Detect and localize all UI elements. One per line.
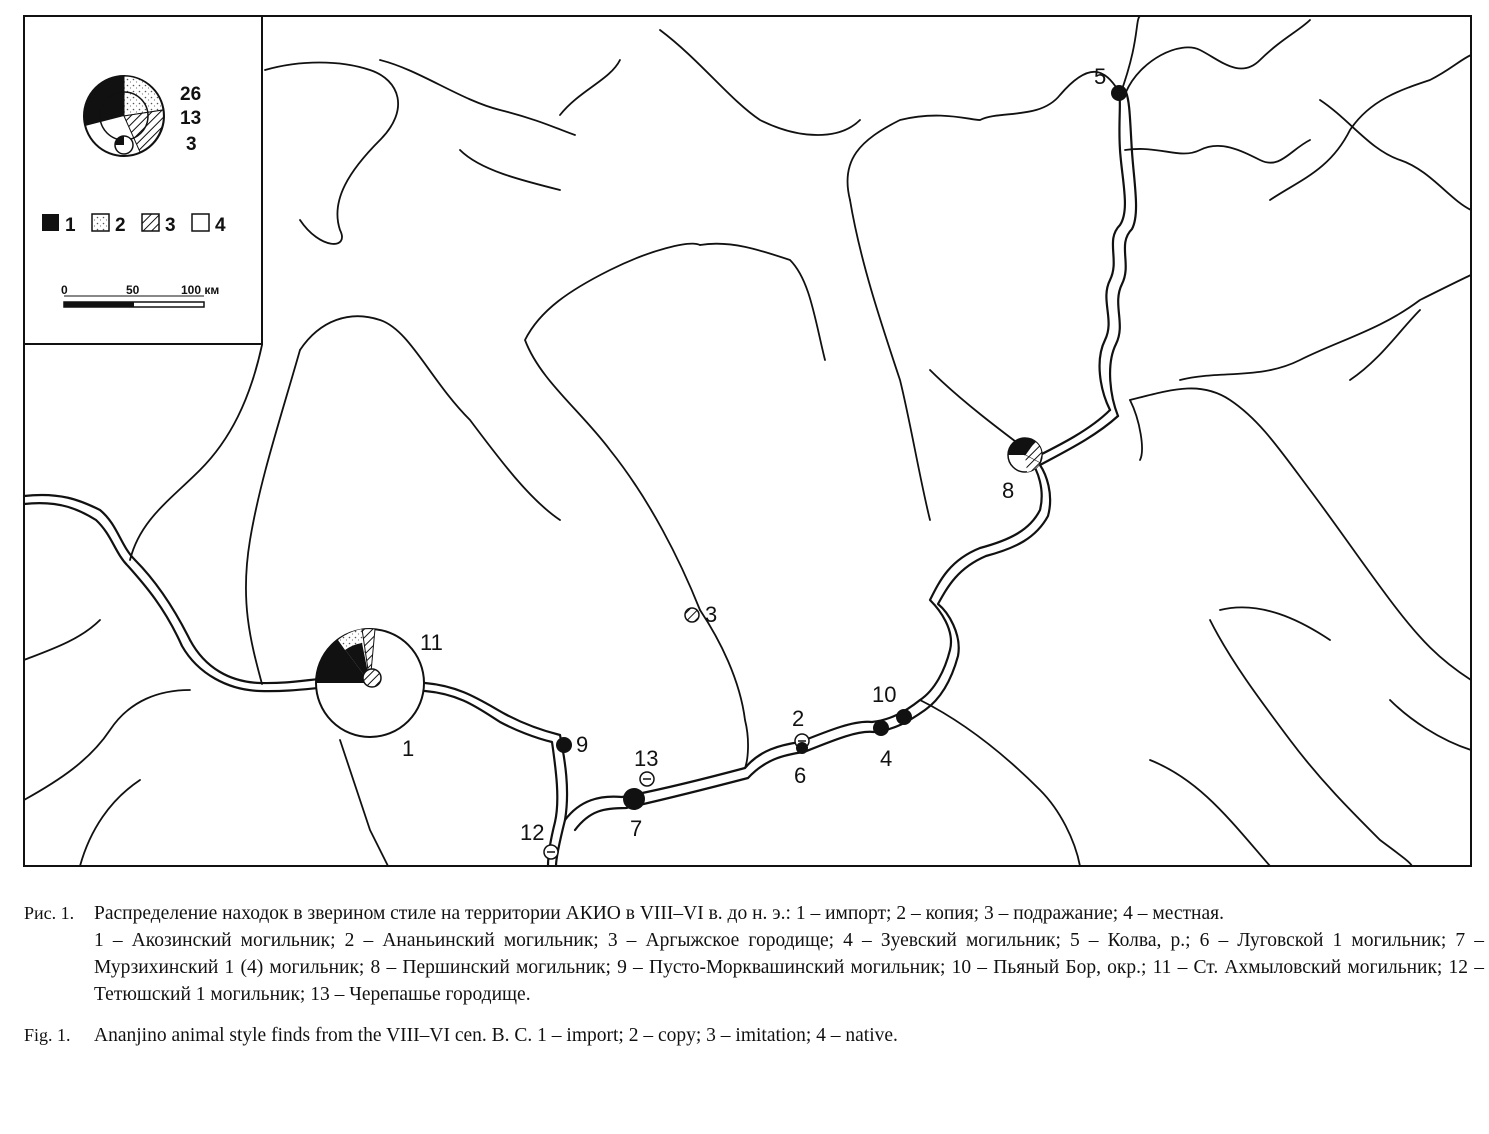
caption-en (24, 1022, 1484, 1049)
site-label-13: 13 (634, 746, 659, 771)
site-3-marker (685, 608, 699, 622)
site-label-12: 12 (520, 820, 545, 845)
legend-count-2: 13 (180, 108, 202, 129)
caption-ru (24, 900, 1484, 1008)
legend-swatch-copy (92, 214, 109, 231)
site-6-marker (796, 742, 808, 754)
legend-count-1: 26 (180, 84, 202, 105)
site-label-6: 6 (794, 763, 807, 788)
site-label-5: 5 (1094, 64, 1107, 89)
site-label-4: 4 (880, 746, 893, 771)
scale-tick-50: 50 (126, 283, 140, 297)
site-8-pie (1008, 438, 1042, 472)
site-label-2: 2 (792, 706, 805, 731)
legend-label-4: 4 (215, 215, 226, 236)
caption-en-prefix: Fig. 1. (24, 1025, 71, 1045)
site-label-9: 9 (576, 732, 589, 757)
caption-ru-line2: 1 – Акозинский могильник; 2 – Ананьинский могильник; 3 – Аргыжское городище; 4 – Зуевский могильник; 5 – Колва, р.; 6 – Луговской 1 могильник; 7 – Мурзихинский 1 (4) могильник; 8 – Першинский могильник; 9 – Пусто-Морквашинский могильник; 10 – Пьяный Бор, окр.; 11 – Ст. Ахмыловский могильник; 12 – Тетюшский 1 могильник; 13 – Черепашье городище. (94, 930, 1484, 1005)
legend-label-2: 2 (115, 215, 126, 236)
site-label-11: 11 (420, 630, 443, 655)
scale-tick-0: 0 (61, 283, 68, 297)
legend-swatch-imitation (142, 214, 159, 231)
site-label-10: 10 (872, 682, 897, 707)
legend-box (24, 16, 262, 344)
site-7-marker (623, 788, 645, 810)
site-5-marker (1111, 85, 1127, 101)
legend-count-3: 3 (186, 134, 197, 155)
legend-label-3: 3 (165, 215, 176, 236)
site-label-7: 7 (630, 816, 643, 841)
site-labels (402, 64, 1106, 845)
site-markers (316, 85, 1127, 859)
caption-ru-prefix: Рис. 1. (24, 903, 75, 923)
legend-sample-pie (84, 76, 164, 156)
site-label-8: 8 (1002, 478, 1015, 503)
legend-swatch-import (42, 214, 59, 231)
figure-caption (24, 900, 1484, 1049)
legend-label-1: 1 (65, 215, 76, 236)
site-9-marker (556, 737, 572, 753)
site-4-marker (873, 720, 889, 736)
site-label-1: 1 (402, 736, 415, 761)
caption-ru-line1: Распределение находок в зверином стиле на территории АКИО в VIII–VI в. до н. э.: 1 – импорт; 2 – копия; 3 – подражание; 4 – местная. (94, 903, 1224, 924)
legend-swatch-native (192, 214, 209, 231)
caption-en-text: Ananjino animal style finds from the VIII–VI cen. B. C. 1 – import; 2 – copy; 3 – imitation; 4 – native. (94, 1025, 898, 1046)
site-label-3: 3 (705, 602, 718, 627)
scale-tick-100: 100 км (181, 283, 220, 297)
site-10-marker (896, 709, 912, 725)
legend-frame (24, 16, 262, 344)
site-1-pie (316, 629, 424, 737)
